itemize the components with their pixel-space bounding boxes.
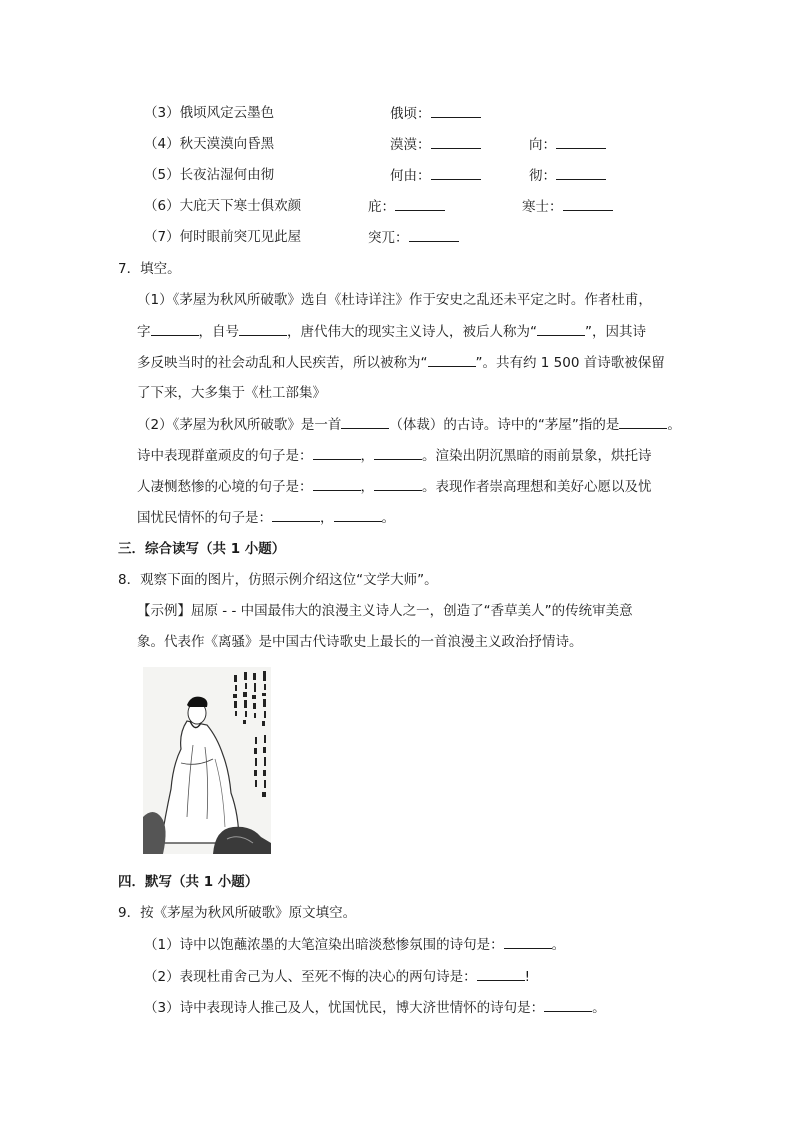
q8-example-line1: 【示例】屈原 - - 中国最伟大的浪漫主义诗人之一，创造了“香草美人”的传统审美意 bbox=[137, 603, 633, 619]
answer-blank[interactable] bbox=[556, 165, 606, 180]
answer-blank[interactable] bbox=[239, 321, 287, 336]
answer-blank[interactable] bbox=[619, 414, 667, 429]
answer-blank[interactable] bbox=[409, 227, 459, 242]
answer-blank[interactable] bbox=[374, 445, 422, 460]
answer-blank[interactable] bbox=[313, 445, 361, 460]
answer-blank[interactable] bbox=[477, 966, 525, 981]
portrait-drawing bbox=[143, 667, 271, 854]
answer-blank[interactable] bbox=[544, 997, 592, 1012]
q9-item-1: （1）诗中以饱蘸浓墨的大笔渲染出暗淡愁惨氛围的诗句是： 。 bbox=[144, 934, 565, 955]
q8-example-line2: 象。代表作《离骚》是中国古代诗歌史上最长的一首浪漫主义政治抒情诗。 bbox=[137, 634, 583, 650]
q6-item-4-text: （4）秋天漠漠向昏黑 bbox=[144, 136, 275, 152]
q6-item-3-text: （3）俄顷风定云墨色 bbox=[144, 105, 275, 121]
rock-left bbox=[143, 812, 166, 854]
calligraphy-strokes bbox=[233, 671, 266, 797]
answer-blank[interactable] bbox=[374, 476, 422, 491]
q9-item-2: （2）表现杜甫舍己为人、至死不悔的决心的两句诗是： ! bbox=[144, 966, 530, 987]
q6-item-6-label-b: 寒士： bbox=[522, 196, 613, 217]
q7-heading: 7．填空。 bbox=[118, 261, 181, 277]
answer-blank[interactable] bbox=[341, 414, 389, 429]
answer-blank[interactable] bbox=[537, 321, 585, 336]
answer-blank[interactable] bbox=[431, 103, 481, 118]
q6-item-5-label-a: 何由： bbox=[390, 165, 481, 186]
q6-item-7-label: 突兀： bbox=[368, 227, 459, 248]
answer-blank[interactable] bbox=[334, 507, 382, 522]
q9-heading: 9．按《茅屋为秋风所破歌》原文填空。 bbox=[118, 905, 357, 921]
q6-item-3-label: 俄顷： bbox=[390, 103, 481, 124]
q6-item-4-label-a: 漠漠： bbox=[390, 134, 481, 155]
answer-blank[interactable] bbox=[272, 507, 320, 522]
q7-p2-line4: 国忧民情怀的句子是： ， 。 bbox=[137, 507, 395, 528]
answer-blank[interactable] bbox=[431, 165, 481, 180]
answer-blank[interactable] bbox=[151, 321, 199, 336]
q6-item-5-label-b: 彻： bbox=[529, 165, 606, 186]
answer-blank[interactable] bbox=[428, 352, 476, 367]
answer-blank[interactable] bbox=[431, 134, 481, 149]
hat bbox=[187, 697, 207, 707]
robe-outline bbox=[161, 721, 239, 843]
q6-item-7-text: （7）何时眼前突兀见此屋 bbox=[144, 229, 302, 245]
q6-item-6-text: （6）大庇天下寒士俱欢颜 bbox=[144, 198, 302, 214]
answer-blank[interactable] bbox=[395, 196, 445, 211]
section-4-heading: 四．默写（共 1 小题） bbox=[118, 874, 259, 890]
du-fu-portrait-image bbox=[143, 667, 271, 854]
q6-item-5-text: （5）长夜沾湿何由彻 bbox=[144, 167, 275, 183]
section-3-heading: 三．综合读写（共 1 小题） bbox=[118, 541, 286, 557]
q7-p2-line2: 诗中表现群童顽皮的句子是： ， 。渲染出阴沉黑暗的雨前景象，烘托诗 bbox=[137, 445, 652, 466]
q7-p2-line3: 人凄恻愁惨的心境的句子是： ， 。表现作者崇高理想和美好心愿以及忧 bbox=[137, 476, 652, 497]
q7-p1-line4: 了下来，大多集于《杜工部集》 bbox=[137, 385, 326, 401]
q6-item-4-label-b: 向： bbox=[529, 134, 606, 155]
q8-heading: 8．观察下面的图片，仿照示例介绍这位“文学大师”。 bbox=[118, 572, 438, 588]
answer-blank[interactable] bbox=[313, 476, 361, 491]
q6-item-6-label-a: 庇： bbox=[368, 196, 445, 217]
q7-p2-line1: （2）《茅屋为秋风所破歌》是一首 （体裁）的古诗。诗中的“茅屋”指的是 。 bbox=[137, 414, 681, 435]
q7-p1-line2: 字 ，自号 ，唐代伟大的现实主义诗人，被后人称为“ ”，因其诗 bbox=[137, 321, 646, 342]
answer-blank[interactable] bbox=[556, 134, 606, 149]
answer-blank[interactable] bbox=[504, 934, 552, 949]
q7-p1-line1: （1）《茅屋为秋风所破歌》选自《杜诗详注》作于安史之乱还未平定之时。作者杜甫， bbox=[137, 292, 652, 308]
q7-p1-line3: 多反映当时的社会动乱和人民疾苦，所以被称为“ ”。共有约 1 500 首诗歌被保留 bbox=[137, 352, 665, 373]
answer-blank[interactable] bbox=[563, 196, 613, 211]
q9-item-3: （3）诗中表现诗人推己及人，忧国忧民，博大济世情怀的诗句是： 。 bbox=[144, 997, 606, 1018]
